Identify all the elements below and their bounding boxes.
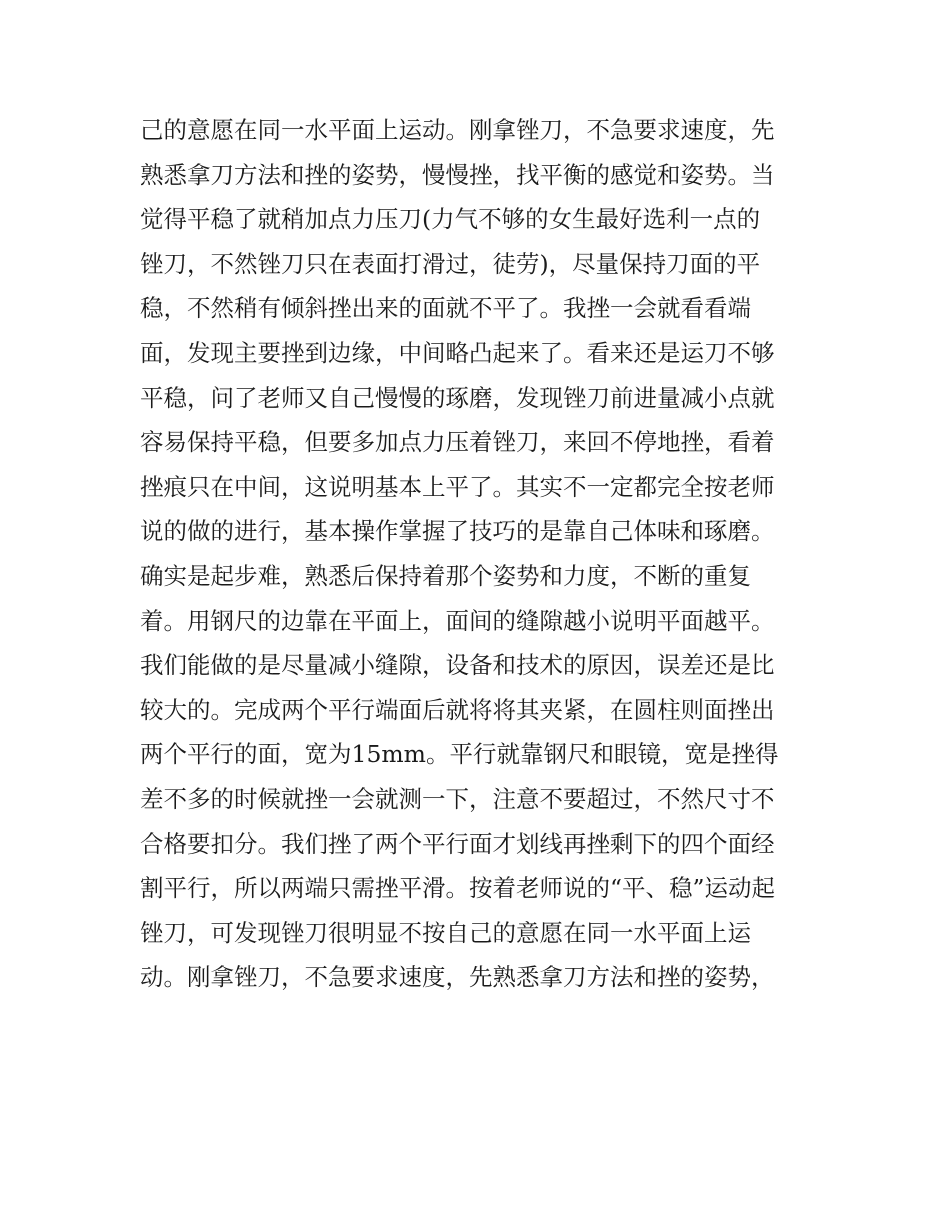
text-line: 稳，不然稍有倾斜挫出来的面就不平了。我挫一会就看看端: [140, 294, 751, 323]
text-line: 差不多的时候就挫一会就测一下，注意不要超过，不然尺寸不: [140, 784, 775, 813]
text-line: 锉刀，不然锉刀只在表面打滑过，徒劳)，尽量保持刀面的平: [140, 249, 761, 278]
text-line: 熟悉拿刀方法和挫的姿势，慢慢挫，找平衡的感觉和姿势。当: [140, 160, 775, 189]
text-line: 着。用钢尺的边靠在平面上，面间的缝隙越小说明平面越平。: [140, 606, 775, 635]
text-line: 说的做的进行，基本操作掌握了技巧的是靠自己体味和琢磨。: [140, 517, 775, 546]
text-line: 容易保持平稳，但要多加点力压着锉刀，来回不停地挫，看着: [140, 428, 775, 457]
text-line: 两个平行的面，宽为15mm。平行就靠钢尺和眼镜，宽是挫得: [140, 740, 779, 769]
text-line: 确实是起步难，熟悉后保持着那个姿势和力度，不断的重复: [140, 561, 751, 590]
text-line: 锉刀，可发现锉刀很明显不按自己的意愿在同一水平面上运: [140, 918, 751, 947]
text-line: 己的意愿在同一水平面上运动。刚拿锉刀，不急要求速度，先: [140, 116, 775, 144]
text-line: 面，发现主要挫到边缘，中间略凸起来了。看来还是运刀不够: [140, 338, 775, 367]
text-line: 平稳，问了老师又自己慢慢的琢磨，发现锉刀前进量减小点就: [140, 383, 775, 412]
text-line: 我们能做的是尽量减小缝隙，设备和技术的原因，误差还是比: [140, 651, 775, 680]
text-line: 动。刚拿锉刀，不急要求速度，先熟悉拿刀方法和挫的姿势，: [140, 963, 775, 992]
text-line: 较大的。完成两个平行端面后就将将其夹紧，在圆柱则面挫出: [140, 695, 775, 724]
text-line: 觉得平稳了就稍加点力压刀(力气不够的女生最好选利一点的: [140, 205, 761, 234]
body-text: [140, 108, 820, 1000]
text-line: 挫痕只在中间，这说明基本上平了。其实不一定都完全按老师: [140, 472, 775, 501]
text-line: 割平行，所以两端只需挫平滑。按着老师说的“平、稳”运动起: [140, 874, 776, 903]
text-line: 合格要扣分。我们挫了两个平行面才划线再挫剩下的四个面经: [140, 829, 775, 858]
